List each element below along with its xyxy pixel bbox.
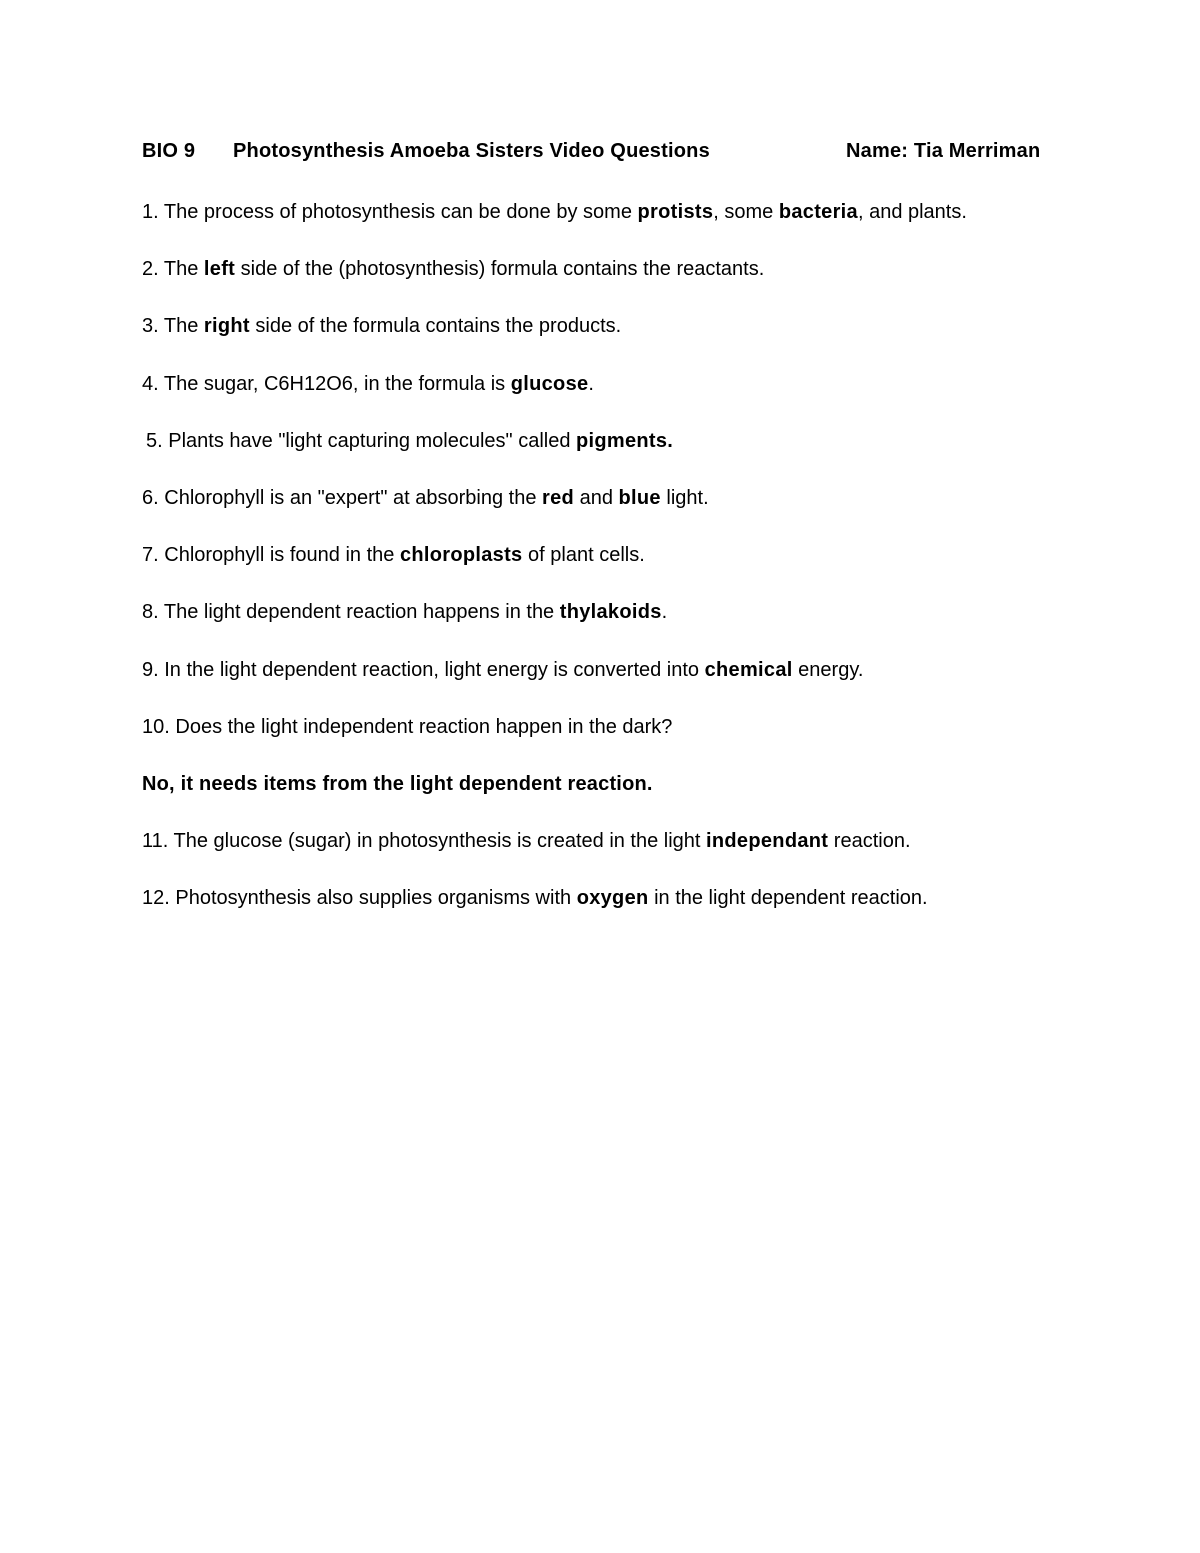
document-header xyxy=(142,140,1062,168)
question-text: light. xyxy=(660,486,709,509)
question-12 xyxy=(142,884,1082,912)
question-text: , some xyxy=(713,201,779,223)
question-number: 10. xyxy=(142,715,170,738)
question-text: . xyxy=(588,372,594,395)
question-4 xyxy=(142,370,1082,398)
question-number: 12. xyxy=(142,887,170,910)
question-text: side of the (photosynthesis) formula contains the reactants. xyxy=(235,258,765,281)
question-number: 4. xyxy=(142,372,159,395)
question-number: 3. xyxy=(142,315,159,338)
question-text: The sugar, C6H12O6, in the formula is xyxy=(163,372,511,395)
question-number: 8. xyxy=(142,601,159,624)
answer-word: glucose xyxy=(510,372,589,395)
answer-word: chemical xyxy=(704,658,793,681)
answer-word: protists xyxy=(637,201,714,223)
question-text: in the light dependent reaction. xyxy=(648,887,928,910)
question-3 xyxy=(142,312,1082,340)
answer-word: right xyxy=(203,315,250,338)
answer-word: independant xyxy=(706,830,829,853)
question-number: 2. xyxy=(142,258,159,281)
answer-word: red xyxy=(542,486,575,509)
answer-word: left xyxy=(203,258,236,281)
question-10 xyxy=(142,713,1082,741)
question-text: Chlorophyll is an "expert" at absorbing the xyxy=(164,486,542,509)
question-text: The xyxy=(163,258,204,281)
question-5 xyxy=(142,427,1082,455)
worksheet-title: Photosynthesis Amoeba Sisters Video Questions xyxy=(233,140,710,162)
question-number: 11. xyxy=(142,830,169,853)
question-text: Photosynthesis also supplies organisms with xyxy=(175,887,577,910)
question-number: 1. xyxy=(142,201,159,223)
question-text: of plant cells. xyxy=(522,544,645,567)
question-text: Does the light independent reaction happen in the dark? xyxy=(175,715,673,738)
question-11 xyxy=(142,827,1082,855)
answer-word: thylakoids xyxy=(559,601,662,624)
question-text: , and plants. xyxy=(857,201,967,223)
course-label: BIO 9 xyxy=(142,140,196,162)
question-text: energy. xyxy=(792,658,864,681)
question-text: The xyxy=(163,315,204,338)
question-number: 5. xyxy=(146,429,163,452)
question-6 xyxy=(142,484,1082,512)
question-text: . xyxy=(661,601,668,624)
question-2 xyxy=(142,255,1082,283)
answer-word: blue xyxy=(618,486,661,509)
question-number: 9. xyxy=(142,658,159,681)
question-list xyxy=(142,198,1082,941)
question-text: reaction. xyxy=(828,830,911,853)
question-text: The process of photosynthesis can be done by some xyxy=(163,201,638,223)
question-7 xyxy=(142,541,1082,569)
question-text: and xyxy=(574,486,619,509)
question-8 xyxy=(142,598,1082,626)
question-number: 7. xyxy=(142,544,159,567)
answer-word: bacteria xyxy=(778,201,858,223)
answer-word: oxygen xyxy=(576,887,649,910)
answer-word: pigments. xyxy=(576,429,674,452)
question-number: 6. xyxy=(142,486,159,509)
answer-word: chloroplasts xyxy=(399,544,523,567)
question-text: side of the formula contains the products. xyxy=(249,315,622,338)
question-text: In the light dependent reaction, light energy is converted into xyxy=(164,658,705,681)
answer-10: No, it needs items from the light dependent reaction. xyxy=(142,772,653,795)
question-9 xyxy=(142,656,1082,684)
question-text: The glucose (sugar) in photosynthesis is created in the light xyxy=(173,830,707,853)
question-1 xyxy=(142,198,1082,226)
question-text: The light dependent reaction happens in the xyxy=(163,601,560,624)
question-text: Chlorophyll is found in the xyxy=(164,544,400,567)
student-name: Name: Tia Merriman xyxy=(846,140,1041,162)
question-text: Plants have "light capturing molecules" called xyxy=(168,429,577,452)
